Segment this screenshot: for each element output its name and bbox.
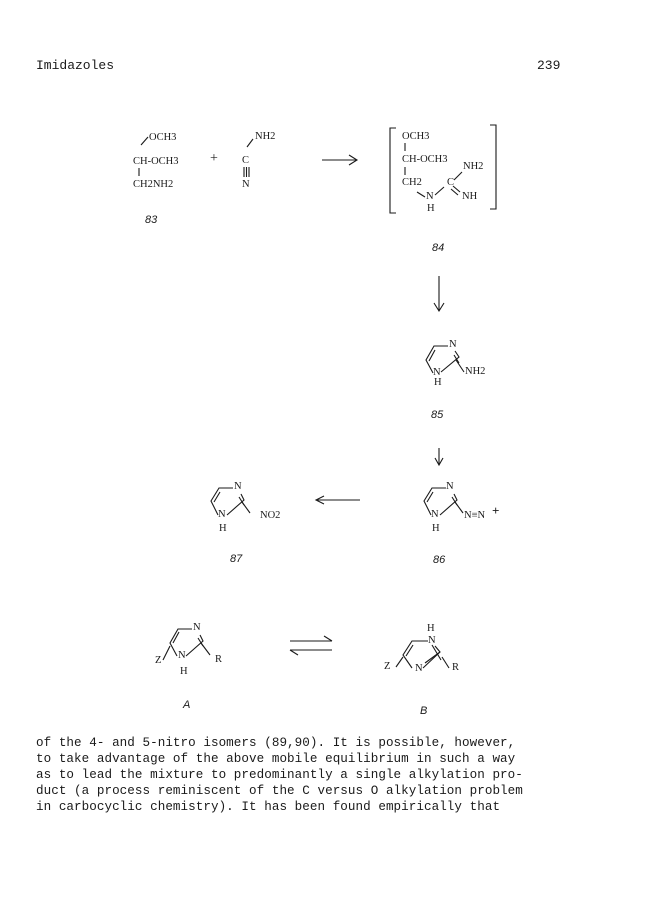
tautA-r: R bbox=[215, 654, 223, 665]
c87-nh: N bbox=[218, 509, 226, 520]
c83-och3: OCH3 bbox=[149, 132, 177, 143]
c85-nh2: NH2 bbox=[465, 366, 486, 377]
compound-label-85: 85 bbox=[431, 409, 444, 421]
bracket-84-left bbox=[390, 128, 396, 213]
tautA-nh: N bbox=[178, 650, 186, 661]
bond-83-och3 bbox=[141, 137, 148, 145]
bond-84-c-nh2 bbox=[454, 172, 462, 180]
ring-87 bbox=[211, 488, 250, 515]
c84-ch-och3: CH-OCH3 bbox=[402, 154, 448, 165]
body-text-line-4: duct (a process reminiscent of the C versus O alkylation problem bbox=[36, 784, 523, 798]
c86-diazonium: N≡N bbox=[464, 510, 486, 521]
c83-ch-och3: CH-OCH3 bbox=[133, 156, 179, 167]
ring-A bbox=[170, 629, 210, 656]
c84-och3: OCH3 bbox=[402, 131, 430, 142]
tautA-n: N bbox=[193, 622, 201, 633]
c87-no2: NO2 bbox=[260, 510, 281, 521]
tautB-nh: N bbox=[428, 635, 436, 646]
c87-h: H bbox=[219, 523, 227, 534]
c86-h: H bbox=[432, 523, 440, 534]
tautomer-label-B: B bbox=[420, 705, 428, 717]
bond-B-z bbox=[396, 657, 403, 667]
cyanamide-n: N bbox=[242, 179, 250, 190]
bond-cyanamide-nh2 bbox=[247, 139, 253, 147]
c84-ch2: CH2 bbox=[402, 177, 422, 188]
c83-ch2nh2: CH2NH2 bbox=[133, 179, 174, 190]
ring-86 bbox=[424, 488, 463, 515]
bond-84-ch2-n bbox=[417, 192, 425, 197]
tautA-h: H bbox=[180, 666, 188, 677]
c85-n: N bbox=[449, 339, 457, 350]
tautB-r: R bbox=[452, 662, 460, 673]
bond-A-z bbox=[163, 646, 170, 660]
cyanamide-nh2: NH2 bbox=[255, 131, 276, 142]
equilibrium-reverse-head bbox=[290, 650, 298, 655]
bracket-84-right bbox=[490, 125, 496, 209]
c84-nh: NH bbox=[462, 191, 478, 202]
plus-sign: + bbox=[210, 151, 218, 166]
compound-label-83: 83 bbox=[145, 214, 158, 226]
tautB-n: N bbox=[415, 663, 423, 674]
ring-87-double-1 bbox=[214, 492, 220, 502]
c85-nh: N bbox=[433, 367, 441, 378]
cyanamide-c: C bbox=[242, 155, 250, 166]
c84-c: C bbox=[447, 177, 455, 188]
compound-label-87: 87 bbox=[230, 553, 243, 565]
compound-label-86: 86 bbox=[433, 554, 446, 566]
ring-86-double-1 bbox=[427, 492, 433, 502]
c84-n: N bbox=[426, 191, 434, 202]
running-title: Imidazoles bbox=[36, 58, 115, 73]
tautA-z: Z bbox=[155, 655, 162, 666]
tautB-z: Z bbox=[384, 661, 391, 672]
ring-85 bbox=[426, 346, 464, 373]
equilibrium-forward-head bbox=[324, 636, 332, 641]
tautB-h: H bbox=[427, 623, 435, 634]
ring-B-double-1 bbox=[406, 645, 413, 656]
tautomer-label-A: A bbox=[183, 699, 191, 711]
c86-n: N bbox=[446, 481, 454, 492]
c84-h: H bbox=[427, 203, 435, 214]
body-text-line-2: to take advantage of the above mobile equilibrium in such a way bbox=[36, 752, 516, 766]
c84-nh2: NH2 bbox=[463, 161, 484, 172]
compound-label-84: 84 bbox=[432, 242, 445, 254]
c87-n: N bbox=[234, 481, 242, 492]
bond-84-n-c bbox=[435, 187, 444, 195]
c86-nh: N bbox=[431, 509, 439, 520]
body-text-line-1: of the 4- and 5-nitro isomers (89,90). It is possible, however, bbox=[36, 736, 516, 750]
c86-charge: + bbox=[492, 503, 500, 518]
ring-85-double-1 bbox=[429, 350, 435, 361]
bond-B-r bbox=[442, 657, 449, 668]
page-number: 239 bbox=[537, 58, 561, 73]
body-text-line-5: in carbocyclic chemistry). It has been found empirically that bbox=[36, 800, 501, 814]
body-text-line-3: as to lead the mixture to predominantly a single alkylation pro- bbox=[36, 768, 523, 782]
c85-h: H bbox=[434, 377, 442, 388]
ring-A-double-1 bbox=[173, 632, 179, 643]
